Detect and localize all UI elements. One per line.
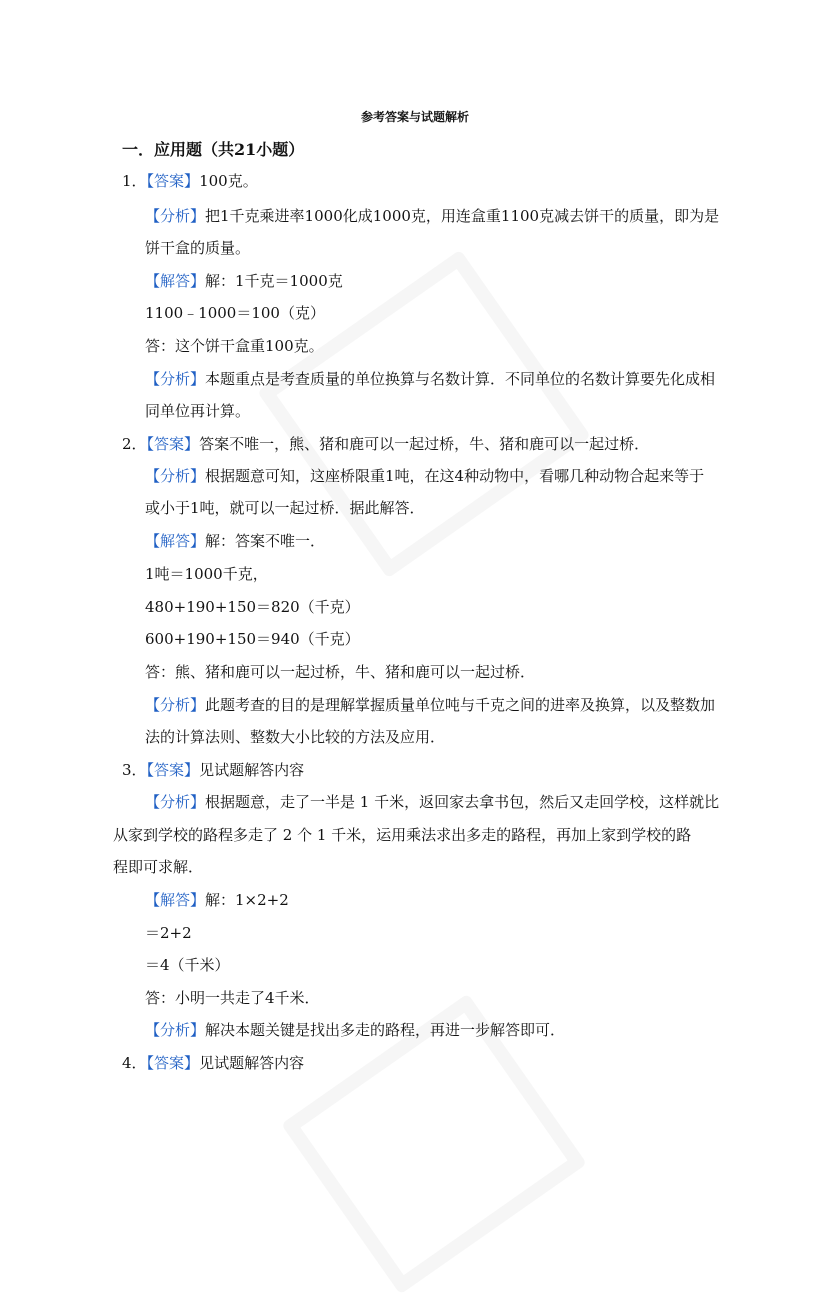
analysis-tag: 【分析】: [145, 696, 206, 714]
q3-number: 3．: [122, 761, 147, 779]
q3-solution-step: ＝4（千米）: [145, 956, 230, 974]
section-heading: 一．应用题（共21小题）: [122, 140, 305, 159]
q2-answer: 答案不唯一，熊、猪和鹿可以一起过桥，牛、猪和鹿可以一起过桥．: [199, 435, 650, 453]
q2-solution-step: 480+190+150＝820（千克）: [145, 598, 360, 616]
q3-note-text: 解决本题关键是找出多走的路程，再进一步解答即可．: [205, 1021, 566, 1039]
q2-analysis-line: [145, 465, 704, 487]
page-title: 参考答案与试题解析: [360, 110, 469, 124]
q3-analysis-cont: 程即可求解．: [113, 858, 204, 876]
q2-answer-line: [122, 433, 649, 455]
q1-solution-step: 答：这个饼干盒重100克。: [145, 337, 324, 355]
q2-analysis-text: 根据题意可知，这座桥限重1吨，在这4种动物中，看哪几种动物合起来等于: [205, 467, 705, 485]
q1-answer-line: [122, 170, 258, 192]
q2-solution-step: 1吨＝1000千克，: [145, 565, 268, 583]
q1-solution-line: [145, 270, 343, 292]
q1-analysis-cont: 饼干盒的质量。: [145, 239, 251, 257]
q4-number: 4．: [122, 1054, 147, 1072]
q1-analysis-text: 把1千克乘进率1000化成1000克，用连盒重1100克减去饼干的质量，即为是: [205, 207, 720, 225]
answer-tag: 【答案】: [146, 172, 200, 190]
q1-note-text: 本题重点是考查质量的单位换算与名数计算．不同单位的名数计算要先化成相: [205, 370, 716, 388]
q3-solution-step: 答：小明一共走了4千米．: [145, 989, 320, 1007]
q1-analysis-line: [145, 205, 719, 227]
q1-note-line: [145, 368, 715, 390]
q3-answer-line: [122, 759, 304, 781]
q4-answer: 见试题解答内容: [199, 1054, 305, 1072]
q2-note-text: 此题考查的目的是理解掌握质量单位吨与千克之间的进率及换算，以及整数加: [205, 696, 716, 714]
analysis-tag: 【分析】: [145, 1021, 206, 1039]
analysis-tag: 【分析】: [145, 467, 206, 485]
q1-solution-step: 1100﹣1000＝100（克）: [145, 304, 325, 322]
q4-answer-line: [122, 1052, 304, 1074]
q3-answer: 见试题解答内容: [199, 761, 305, 779]
q2-solution-text: 解：答案不唯一．: [205, 532, 326, 550]
q2-analysis-cont: 或小于1吨，就可以一起过桥．据此解答．: [145, 499, 425, 517]
q2-solution-step: 600+190+150＝940（千克）: [145, 630, 360, 648]
answer-tag: 【答案】: [146, 761, 200, 779]
q1-solution-text: 解：1千克＝1000克: [205, 272, 343, 290]
answer-tag: 【答案】: [146, 1054, 200, 1072]
q2-note-line: [145, 694, 715, 716]
q2-note-cont: 法的计算法则、整数大小比较的方法及应用．: [145, 728, 446, 746]
answer-tag: 【答案】: [146, 435, 200, 453]
q3-analysis-line: [145, 791, 719, 813]
q3-solution-line: [145, 889, 289, 911]
solution-tag: 【解答】: [145, 891, 206, 909]
solution-tag: 【解答】: [145, 532, 206, 550]
q1-answer: 100克。: [199, 172, 258, 190]
analysis-tag: 【分析】: [145, 793, 206, 811]
analysis-tag: 【分析】: [145, 207, 206, 225]
q2-solution-step: 答：熊、猪和鹿可以一起过桥，牛、猪和鹿可以一起过桥．: [145, 663, 536, 681]
q3-note-line: [145, 1019, 565, 1041]
q3-solution-text: 解：1×2+2: [205, 891, 289, 909]
q3-analysis-cont: 从家到学校的路程多走了 2 个 1 千米，运用乘法求出多走的路程，再加上家到学校的路: [113, 826, 692, 844]
q1-note-cont: 同单位再计算。: [145, 402, 251, 420]
q1-number: 1．: [122, 172, 147, 190]
q2-solution-line: [145, 530, 325, 552]
q3-solution-step: ＝2+2: [145, 924, 192, 942]
q3-analysis-text: 根据题意，走了一半是 1 千米，返回家去拿书包，然后又走回学校，这样就比: [205, 793, 720, 811]
q2-number: 2．: [122, 435, 147, 453]
analysis-tag: 【分析】: [145, 370, 206, 388]
solution-tag: 【解答】: [145, 272, 206, 290]
